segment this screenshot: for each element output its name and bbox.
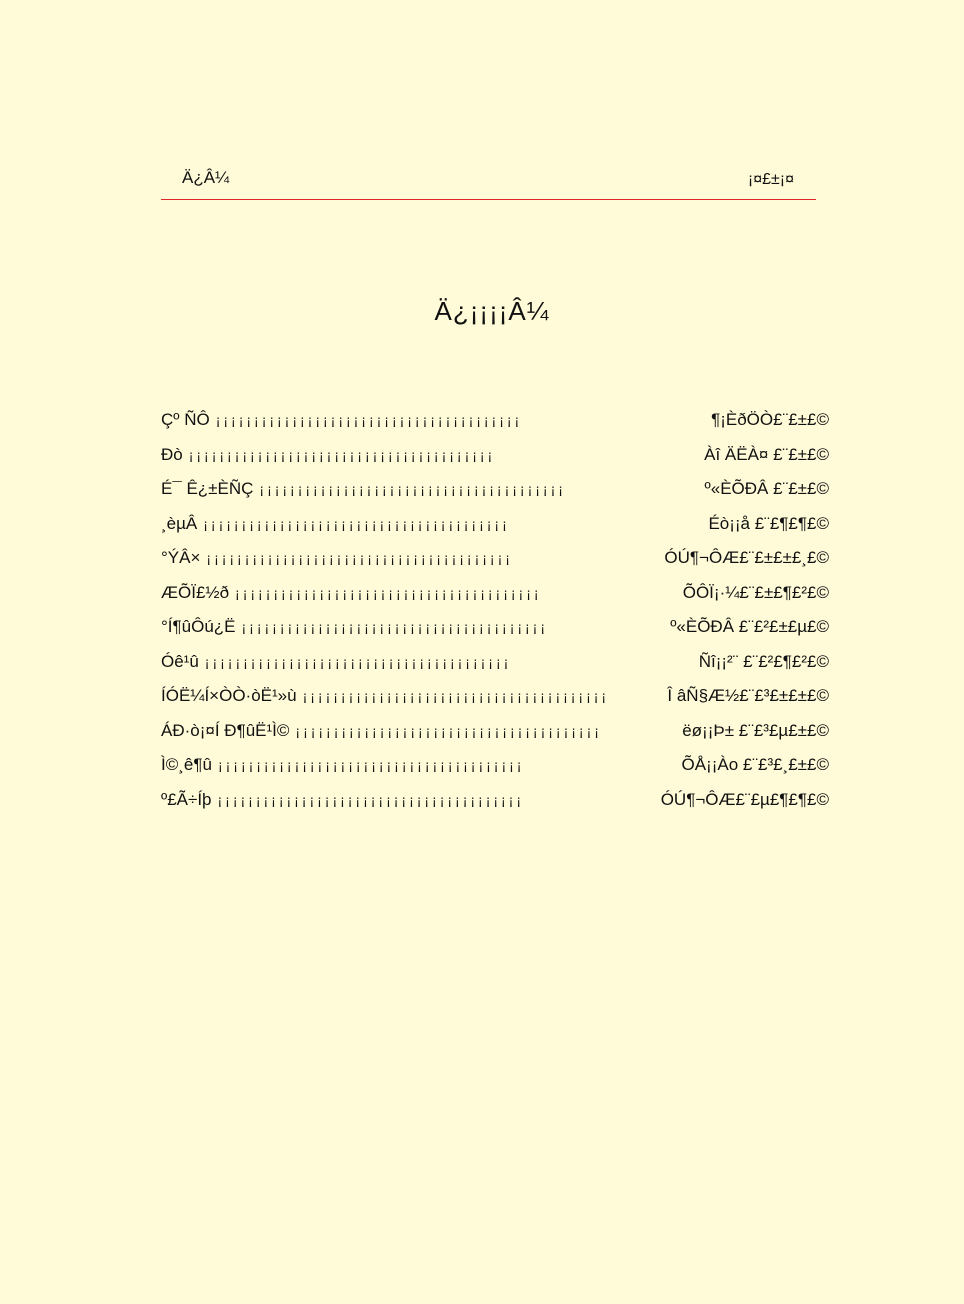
toc-entry[interactable] <box>161 755 829 790</box>
toc-entry-page: Éò¡¡å £¨£¶£¶£© <box>708 513 829 533</box>
running-header <box>161 160 816 200</box>
header-left-text: Ä¿Â¼ <box>182 168 230 187</box>
toc-entry-name: °ÝÂ× <box>161 548 201 567</box>
toc-entry-name: ÍÓË¼Í×ÒÒ·òË¹»ù <box>161 686 297 705</box>
toc-entry-name: Çº ÑÔ <box>161 410 210 429</box>
toc-entry-page: º«ÈÕÐÂ £¨£±£© <box>704 479 829 498</box>
toc-title: Ä¿¡¡¡¡Â¼ <box>434 296 550 326</box>
toc-entry[interactable] <box>161 514 829 549</box>
toc-entry[interactable] <box>161 652 829 687</box>
toc-entry[interactable] <box>161 721 829 756</box>
toc-entry-name: ÁÐ·ò¡¤Í Ð¶ûË¹Ì© <box>161 720 290 740</box>
toc-dot-leader: ¡¡¡¡¡¡¡¡¡¡¡¡¡¡¡¡¡¡¡¡¡¡¡¡¡¡¡¡¡¡¡¡¡¡¡¡¡¡¡¡ <box>217 791 524 808</box>
toc-entry-name: ÆÕÏ£½ð <box>161 582 230 602</box>
toc-entry-name: Óê¹û <box>161 651 199 671</box>
toc-entry[interactable] <box>161 548 829 583</box>
toc-dot-leader: ¡¡¡¡¡¡¡¡¡¡¡¡¡¡¡¡¡¡¡¡¡¡¡¡¡¡¡¡¡¡¡¡¡¡¡¡¡¡¡¡ <box>215 412 523 428</box>
toc-dot-leader: ¡¡¡¡¡¡¡¡¡¡¡¡¡¡¡¡¡¡¡¡¡¡¡¡¡¡¡¡¡¡¡¡¡¡¡¡¡¡¡¡ <box>206 550 513 566</box>
toc-entry-page: Ñî¡¡²¨ £¨£²£¶£²£© <box>698 651 829 671</box>
header-page-number: ¡¤£±¡¤ <box>747 171 794 188</box>
table-of-contents <box>161 410 829 824</box>
toc-dot-leader: ¡¡¡¡¡¡¡¡¡¡¡¡¡¡¡¡¡¡¡¡¡¡¡¡¡¡¡¡¡¡¡¡¡¡¡¡¡¡¡¡ <box>241 619 548 635</box>
toc-entry[interactable] <box>161 686 829 721</box>
toc-entry-page: ÕÅ¡¡Ào £¨£³£¸£±£© <box>681 755 829 774</box>
toc-dot-leader: ¡¡¡¡¡¡¡¡¡¡¡¡¡¡¡¡¡¡¡¡¡¡¡¡¡¡¡¡¡¡¡¡¡¡¡¡¡¡¡¡ <box>302 688 610 704</box>
toc-entry-name: ¸èµÂ <box>161 513 198 533</box>
toc-entry-page: Î âÑ§Æ½£¨£³£±£±£© <box>667 686 829 705</box>
toc-entry[interactable] <box>161 410 829 445</box>
toc-entry-name: Ðò <box>161 444 183 464</box>
toc-dot-leader: ¡¡¡¡¡¡¡¡¡¡¡¡¡¡¡¡¡¡¡¡¡¡¡¡¡¡¡¡¡¡¡¡¡¡¡¡¡¡¡¡ <box>235 584 542 601</box>
toc-entry-name: °Í¶ûÔú¿Ë <box>161 617 236 636</box>
toc-entry-page: ¶¡ÈðÖÒ£¨£±£© <box>711 410 829 429</box>
toc-entry-name: Ì©¸ê¶û <box>161 755 212 774</box>
toc-entry[interactable] <box>161 479 829 514</box>
toc-entry-name: É¯ Ê¿±ÈÑÇ <box>161 479 254 498</box>
toc-entry-page: º«ÈÕÐÂ £¨£²£±£µ£© <box>670 617 829 636</box>
toc-entry-page: ÕÔÏ¡·¼£¨£±£¶£²£© <box>682 582 829 602</box>
toc-entry[interactable] <box>161 617 829 652</box>
toc-entry-page: Àî ÄËÀ¤ £¨£±£© <box>704 444 829 464</box>
toc-dot-leader: ¡¡¡¡¡¡¡¡¡¡¡¡¡¡¡¡¡¡¡¡¡¡¡¡¡¡¡¡¡¡¡¡¡¡¡¡¡¡¡¡ <box>204 653 512 670</box>
toc-entry[interactable] <box>161 583 829 618</box>
toc-dot-leader: ¡¡¡¡¡¡¡¡¡¡¡¡¡¡¡¡¡¡¡¡¡¡¡¡¡¡¡¡¡¡¡¡¡¡¡¡¡¡¡¡ <box>259 481 566 497</box>
toc-dot-leader: ¡¡¡¡¡¡¡¡¡¡¡¡¡¡¡¡¡¡¡¡¡¡¡¡¡¡¡¡¡¡¡¡¡¡¡¡¡¡¡¡ <box>203 515 510 532</box>
toc-entry-name: º£Ã÷Íþ <box>161 789 212 809</box>
toc-dot-leader: ¡¡¡¡¡¡¡¡¡¡¡¡¡¡¡¡¡¡¡¡¡¡¡¡¡¡¡¡¡¡¡¡¡¡¡¡¡¡¡¡ <box>188 446 496 463</box>
toc-dot-leader: ¡¡¡¡¡¡¡¡¡¡¡¡¡¡¡¡¡¡¡¡¡¡¡¡¡¡¡¡¡¡¡¡¡¡¡¡¡¡¡¡ <box>295 722 602 739</box>
toc-dot-leader: ¡¡¡¡¡¡¡¡¡¡¡¡¡¡¡¡¡¡¡¡¡¡¡¡¡¡¡¡¡¡¡¡¡¡¡¡¡¡¡¡ <box>217 757 525 773</box>
toc-entry-page: ÓÚ¶¬ÔÆ£¨£µ£¶£¶£© <box>660 789 829 809</box>
toc-entry[interactable] <box>161 790 829 825</box>
toc-entry-page: ëø¡¡Þ± £¨£³£µ£±£© <box>682 720 829 740</box>
toc-entry[interactable] <box>161 445 829 480</box>
toc-entry-page: ÓÚ¶¬ÔÆ£¨£±£±£¸£© <box>664 548 829 567</box>
